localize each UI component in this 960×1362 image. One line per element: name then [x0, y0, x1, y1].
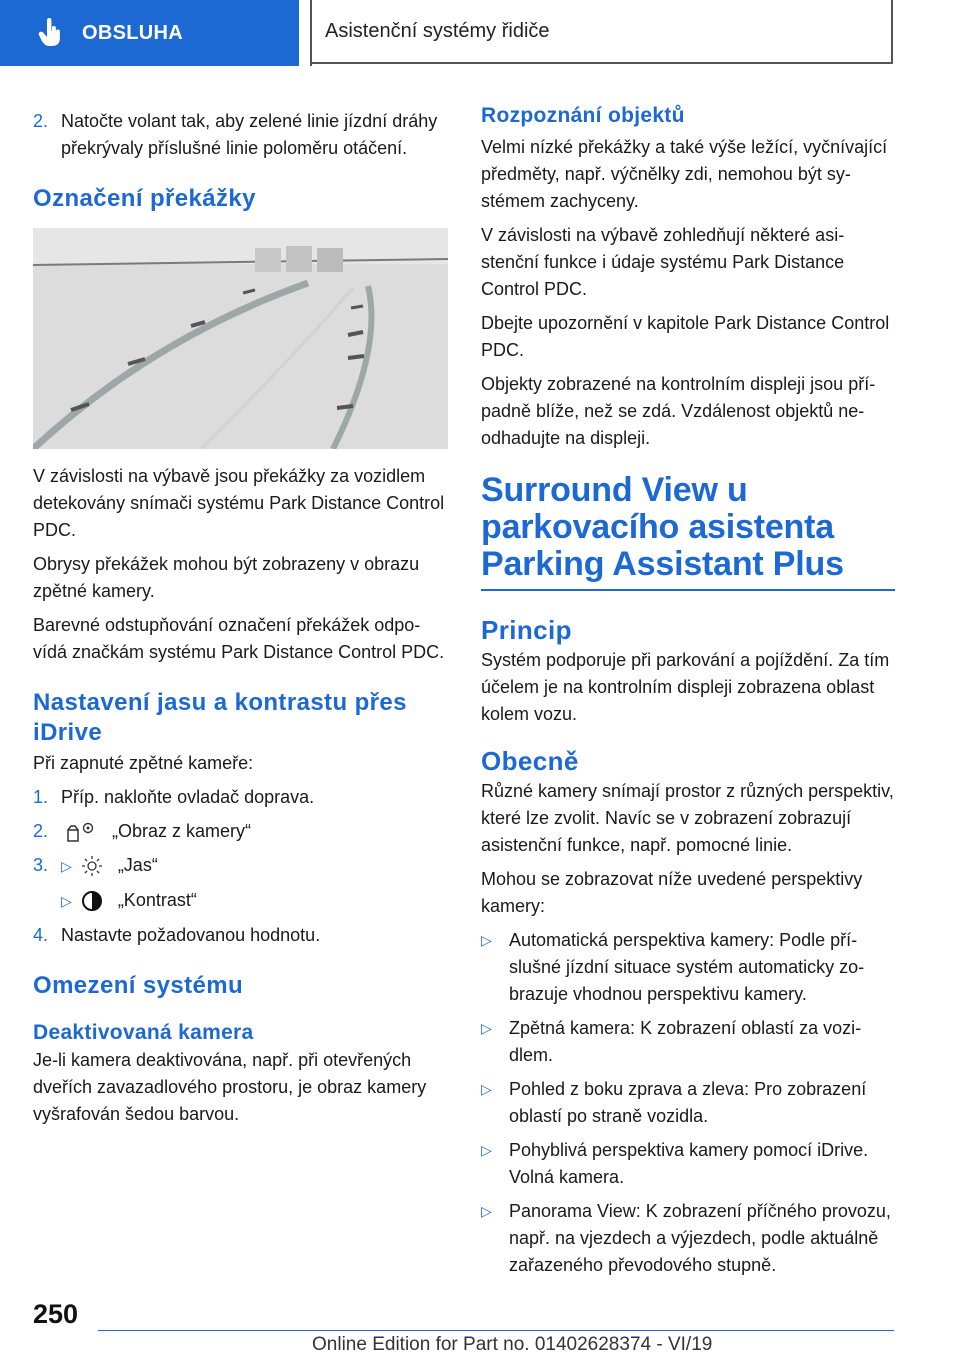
- step-text: „Kontrast“: [117, 890, 197, 910]
- left-column: [33, 96, 448, 1135]
- list-item: [481, 1137, 896, 1191]
- step-number: 2.: [33, 821, 49, 841]
- camera-settings-icon: [65, 820, 97, 844]
- chapter-title-box: [311, 0, 893, 64]
- contrast-icon: [81, 890, 103, 912]
- paragraph: Různé kamery snímají prostor z různých perspektiv, které lze zvolit. Navíc se v zobrazení zobrazují asistenční funkce, např. pomocné linie.: [481, 781, 894, 855]
- step-text: „Jas“: [117, 855, 158, 875]
- triangle-bullet-icon: ▷: [481, 1142, 492, 1158]
- step-list: [33, 784, 448, 949]
- list-item: [481, 1198, 896, 1279]
- step-number: 4.: [33, 925, 49, 945]
- camera-perspective-list: [481, 927, 896, 1279]
- bullet-text: Automatická perspektiva kamery: Podle příslušné jízdní situace systém automaticky zobrazuje vhodnou perspektivu kamery.: [509, 930, 865, 1004]
- footer-rule: [98, 1330, 894, 1331]
- paragraph: Mohou se zobrazovat níže uvedené perspektivy kamery:: [481, 869, 863, 916]
- heading-general: Obecně: [481, 746, 579, 776]
- step-text: Natočte volant tak, aby zelené linie jízdní dráhy překrývaly příslušné linie poloměru otáčení.: [61, 111, 438, 158]
- paragraph: Je-li kamera deaktivována, např. při otevřených dveřích zavazadlového prostoru, je obraz kamery vyšrafován šedou barvou.: [33, 1050, 427, 1124]
- bullet-text: Zpětná kamera: K zobrazení oblastí za vozidlem.: [509, 1018, 862, 1065]
- list-item: [33, 922, 448, 949]
- step-number: 2.: [33, 111, 49, 131]
- bullet-text: Pohyblivá perspektiva kamery pomocí iDrive. Volná kamera.: [509, 1140, 869, 1187]
- heading-rule: [481, 589, 895, 591]
- heading-brightness-contrast: Nastavení jasu a kontrastu přes iDrive: [33, 689, 407, 746]
- list-item: [33, 818, 448, 845]
- heading-obstacle-marking: Označení překážky: [33, 185, 256, 212]
- subheading-object-detection: Rozpoznání objektů: [481, 104, 685, 127]
- rear-camera-illustration: [33, 228, 448, 449]
- step-list-continued: [33, 108, 448, 162]
- paragraph: Velmi nízké překážky a také výše ležící, vyčnívající předměty, např. výčnělky zdi, nemohou být systémem zachyceny.: [481, 137, 888, 211]
- right-column: [481, 102, 896, 1286]
- step-number: 1.: [33, 787, 49, 807]
- intro-text: Při zapnuté zpětné kameře:: [33, 753, 254, 773]
- brightness-icon: [81, 855, 103, 877]
- step-text: „Obraz z kamery“: [112, 821, 252, 841]
- list-item: [481, 1015, 896, 1069]
- list-item: [33, 887, 448, 915]
- chapter-heading-surround-view: Surround View u parkovacího asistenta Parking Assistant Plus: [481, 471, 844, 583]
- list-item: [33, 852, 448, 880]
- list-item: [33, 784, 448, 811]
- bullet-text: Panorama View: K zobrazení příčného provozu, např. na vjezdech a výjezdech, podle aktuálně zařazeného převodového stupně.: [509, 1201, 891, 1275]
- paragraph: Systém podporuje při parkování a pojíždění. Za tím účelem je na kontrolním displeji zobrazena oblast kolem vozu.: [481, 650, 890, 724]
- paragraph: V závislosti na výbavě jsou překážky za vozidlem detekovány snímači systému Park Distance Control PDC.: [33, 466, 445, 540]
- triangle-bullet-icon: ▷: [481, 1203, 492, 1219]
- heading-principle: Princip: [481, 615, 572, 645]
- triangle-bullet-icon: ▷: [481, 1081, 492, 1097]
- chapter-title: Asistenční systémy řidiče: [325, 19, 550, 42]
- section-tab-obsluha[interactable]: [0, 0, 299, 66]
- paragraph: Dbejte upozornění v kapitole Park Distance Control PDC.: [481, 313, 890, 360]
- hand-pointer-icon: [38, 18, 64, 48]
- list-item: [481, 1076, 896, 1130]
- parking-lines-graphic: [33, 228, 448, 449]
- paragraph: V závislosti na výbavě zohledňují některé asistenční funkce i údaje systému Park Distance Control PDC.: [481, 225, 845, 299]
- bullet-text: Pohled z boku zprava a zleva: Pro zobrazení oblastí po straně vozidla.: [509, 1079, 867, 1126]
- list-item: [33, 108, 448, 162]
- paragraph: Objekty zobrazené na kontrolním displeji jsou případně blíže, než se zdá. Vzdálenost objektů neodhadujte na displeji.: [481, 374, 876, 448]
- step-text: Nastavte požadovanou hodnotu.: [61, 925, 321, 945]
- triangle-bullet-icon: ▷: [481, 932, 492, 948]
- subheading-camera-disabled: Deaktivovaná kamera: [33, 1021, 254, 1044]
- heading-system-limits: Omezení systému: [33, 972, 244, 999]
- step-number: 3.: [33, 855, 49, 875]
- step-text: Příp. nakloňte ovladač doprava.: [61, 787, 315, 807]
- triangle-bullet-icon: ▷: [481, 1020, 492, 1036]
- triangle-icon: ▷: [61, 858, 72, 874]
- edition-note: Online Edition for Part no. 01402628374 - VI/19: [312, 1334, 713, 1355]
- page-number: 250: [33, 1299, 79, 1329]
- paragraph: Barevné odstupňování označení překážek odpovídá značkám systému Park Distance Control PDC.: [33, 615, 445, 662]
- paragraph: Obrysy překážek mohou být zobrazeny v obrazu zpětné kamery.: [33, 554, 420, 601]
- page-header: [0, 0, 960, 66]
- section-tab-label: OBSLUHA: [82, 21, 183, 44]
- list-item: [481, 927, 896, 1008]
- triangle-icon: ▷: [61, 893, 72, 909]
